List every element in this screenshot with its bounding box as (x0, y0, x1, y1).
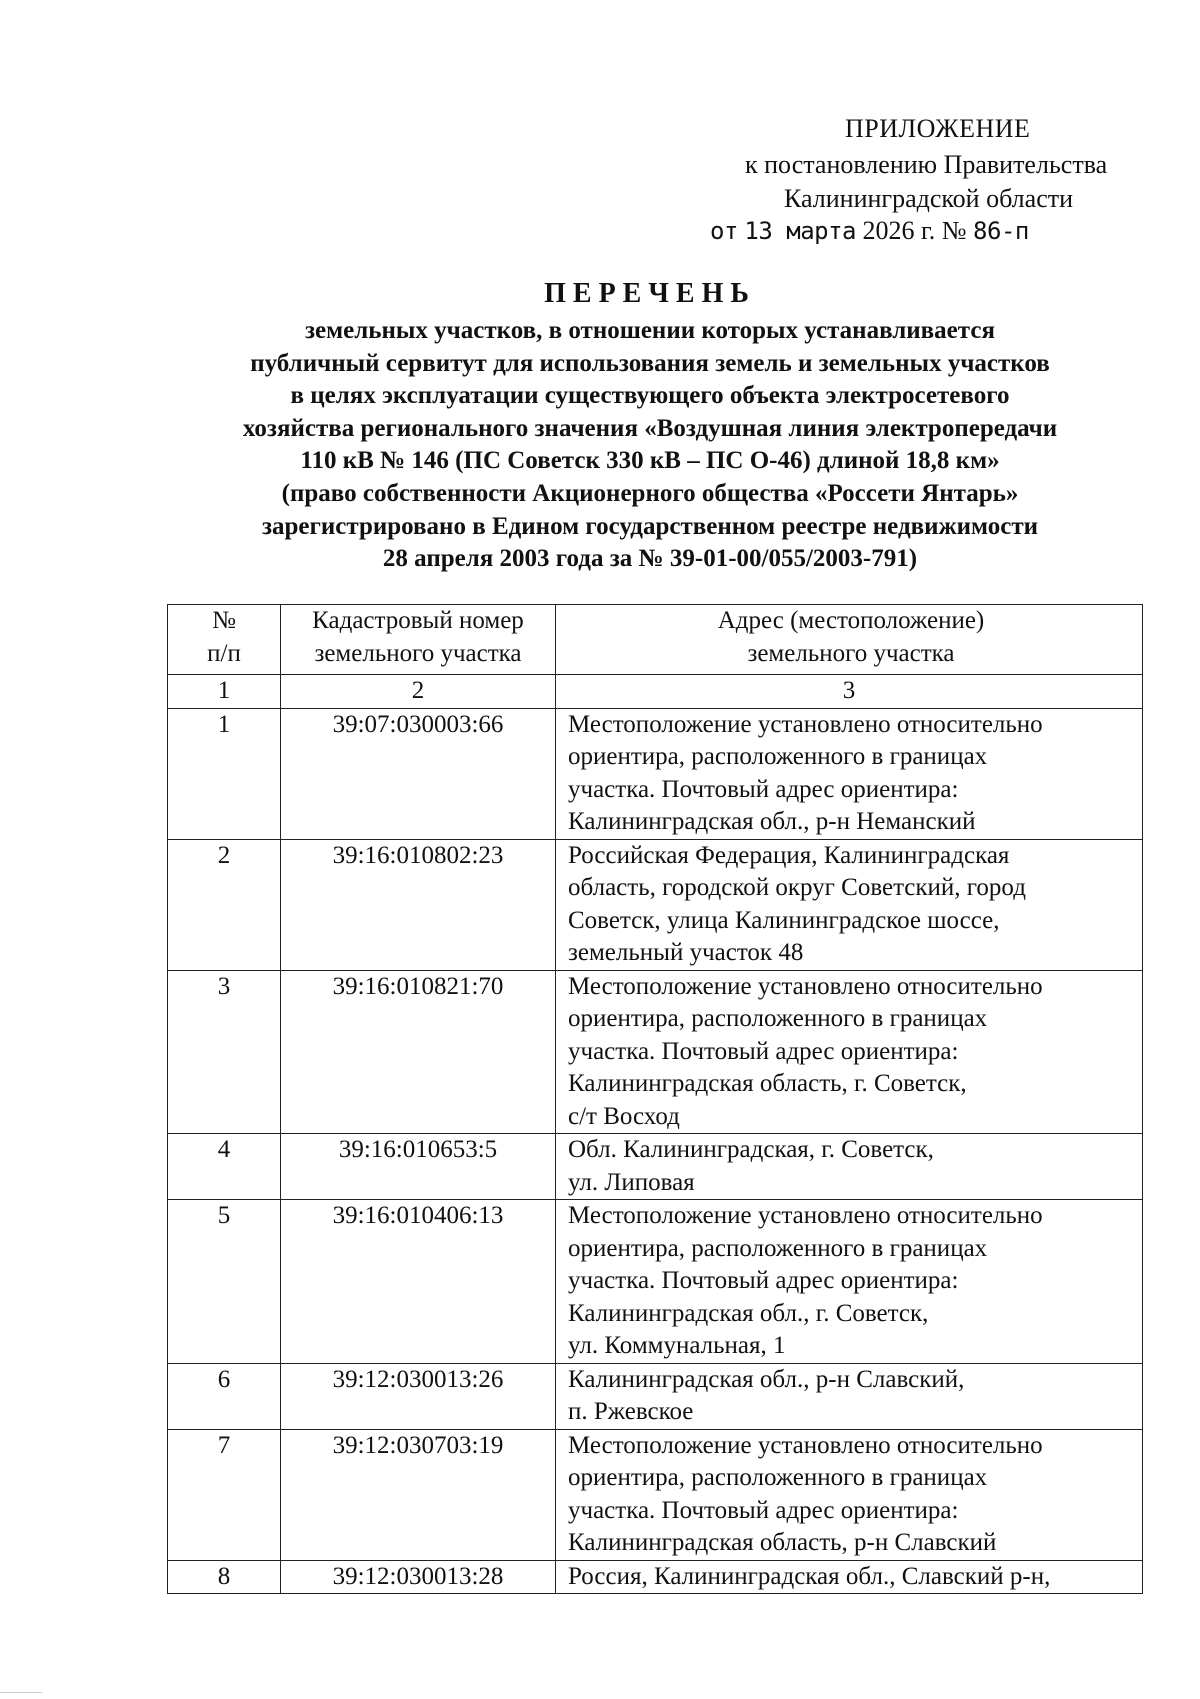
cadastral-number: 39:16:010802:23 (281, 839, 556, 970)
heading-line: 110 кВ № 146 (ПС Советск 330 кВ – ПС О-46) длиной 18,8 км» (300, 447, 1000, 475)
header-number (168, 605, 281, 675)
row-number: 6 (168, 1363, 281, 1429)
row-number: 5 (168, 1200, 281, 1364)
heading-line: зарегистрировано в Едином государственном реестре недвижимости (261, 512, 1039, 540)
address-line: ул. Липовая (568, 1168, 695, 1196)
address-line: Калининградская обл., г. Советск, (568, 1299, 929, 1327)
header-address-line1: Адрес (местоположение) (717, 607, 985, 634)
row-number: 4 (168, 1134, 281, 1200)
table-row (168, 1363, 1143, 1429)
header-address (556, 605, 1143, 675)
address-line: участка. Почтовый адрес ориентира: (568, 775, 959, 803)
column-index: 1 (168, 675, 281, 709)
address-line: Российская Федерация, Калининградская (568, 841, 1010, 869)
address-line: Местоположение установлено относительно (568, 710, 1043, 738)
address-line: Советск, улица Калининградское шоссе, (568, 906, 1000, 934)
appendix-date-line (710, 214, 1029, 248)
header-number-line2: п/п (207, 639, 241, 667)
address-line: участка. Почтовый адрес ориентира: (568, 1496, 959, 1524)
parcel-address (556, 1429, 1143, 1560)
header-cadastral (281, 605, 556, 675)
scan-edge-mark (0, 1692, 42, 1693)
resolution-number: 86-п (973, 217, 1029, 245)
header-number-line1: № (212, 607, 236, 634)
address-line: ориентира, расположенного в границах (568, 1234, 988, 1262)
address-line: ориентира, расположенного в границах (568, 1005, 988, 1032)
heading-line: хозяйства регионального значения «Воздушная линия электропередачи (242, 414, 1058, 442)
table-row (168, 1429, 1143, 1560)
row-number: 7 (168, 1429, 281, 1560)
document-heading (150, 277, 1150, 576)
row-number: 2 (168, 839, 281, 970)
table-row (168, 839, 1143, 970)
parcel-address (556, 970, 1143, 1134)
row-number: 8 (168, 1560, 281, 1594)
cadastral-number: 39:16:010406:13 (281, 1200, 556, 1364)
address-line: ориентира, расположенного в границах (568, 743, 988, 770)
header-address-line2: земельного участка (747, 639, 955, 667)
heading-line: земельных участков, в отношении которых устанавливается (305, 317, 995, 344)
column-index: 2 (281, 675, 556, 709)
address-line: Местоположение установлено относительно (568, 1431, 1043, 1459)
address-line: Обл. Калининградская, г. Советск, (568, 1136, 934, 1163)
cadastral-number: 39:12:030013:26 (281, 1363, 556, 1429)
address-line: ориентира, расположенного в границах (568, 1464, 988, 1491)
cadastral-number: 39:16:010821:70 (281, 970, 556, 1134)
address-line: Россия, Калининградская обл., Славский р-н, (568, 1562, 1051, 1590)
row-number: 1 (168, 708, 281, 839)
address-line: область, городской округ Советский, город (568, 874, 1026, 901)
address-line: участка. Почтовый адрес ориентира: (568, 1267, 959, 1294)
address-line: с/т Восход (568, 1102, 680, 1130)
table-body (168, 675, 1143, 1594)
heading-line: публичный сервитут для использования земель и земельных участков (250, 349, 1050, 377)
appendix-region-line: Калининградской области (784, 184, 1074, 213)
address-line: Калининградская область, р-н Славский (568, 1529, 997, 1556)
address-line: участка. Почтовый адрес ориентира: (568, 1037, 959, 1065)
table-row (168, 1560, 1143, 1594)
cadastral-number: 39:07:030003:66 (281, 708, 556, 839)
parcels-table (167, 604, 1143, 1594)
date-day-month: 13 марта (744, 217, 856, 245)
appendix-title: ПРИЛОЖЕНИЕ (845, 114, 1031, 143)
row-number: 3 (168, 970, 281, 1134)
parcel-address (556, 1200, 1143, 1364)
header-cadastral-line1: Кадастровый номер (312, 607, 524, 634)
parcel-address (556, 708, 1143, 839)
column-index-row (168, 675, 1143, 709)
address-line: ул. Коммунальная, 1 (568, 1332, 786, 1359)
column-index: 3 (556, 675, 1143, 709)
date-prefix: от (710, 217, 738, 245)
cadastral-number: 39:12:030703:19 (281, 1429, 556, 1560)
parcel-address (556, 1134, 1143, 1200)
parcel-address (556, 1363, 1143, 1429)
heading-line: в целях эксплуатации существующего объекта электросетевого (290, 382, 1010, 410)
address-line: Калининградская обл., р-н Неманский (568, 808, 976, 835)
header-cadastral-line2: земельного участка (314, 639, 522, 667)
parcel-address (556, 1560, 1143, 1594)
date-year-label: 2026 г. № (862, 216, 967, 245)
address-line: земельный участок 48 (568, 939, 804, 966)
address-line: п. Ржевское (568, 1398, 694, 1425)
appendix-resolution-line: к постановлению Правительства (745, 150, 1108, 179)
address-line: Калининградская обл., р-н Славский, (568, 1365, 965, 1393)
address-line: Местоположение установлено относительно (568, 1202, 1043, 1229)
heading-line: 28 апреля 2003 года за № 39-01-00/055/2003-791) (382, 545, 918, 573)
address-line: Местоположение установлено относительно (568, 972, 1043, 1000)
cadastral-number: 39:12:030013:28 (281, 1560, 556, 1594)
table-row (168, 1134, 1143, 1200)
table-row (168, 1200, 1143, 1364)
heading-title: ПЕРЕЧЕНЬ (544, 278, 756, 309)
table-row (168, 708, 1143, 839)
table-row (168, 970, 1143, 1134)
heading-line: (право собственности Акционерного общества «Россети Янтарь» (281, 479, 1019, 507)
table-header-row (168, 605, 1143, 675)
cadastral-number: 39:16:010653:5 (281, 1134, 556, 1200)
parcel-address (556, 839, 1143, 970)
address-line: Калининградская область, г. Советск, (568, 1070, 967, 1097)
